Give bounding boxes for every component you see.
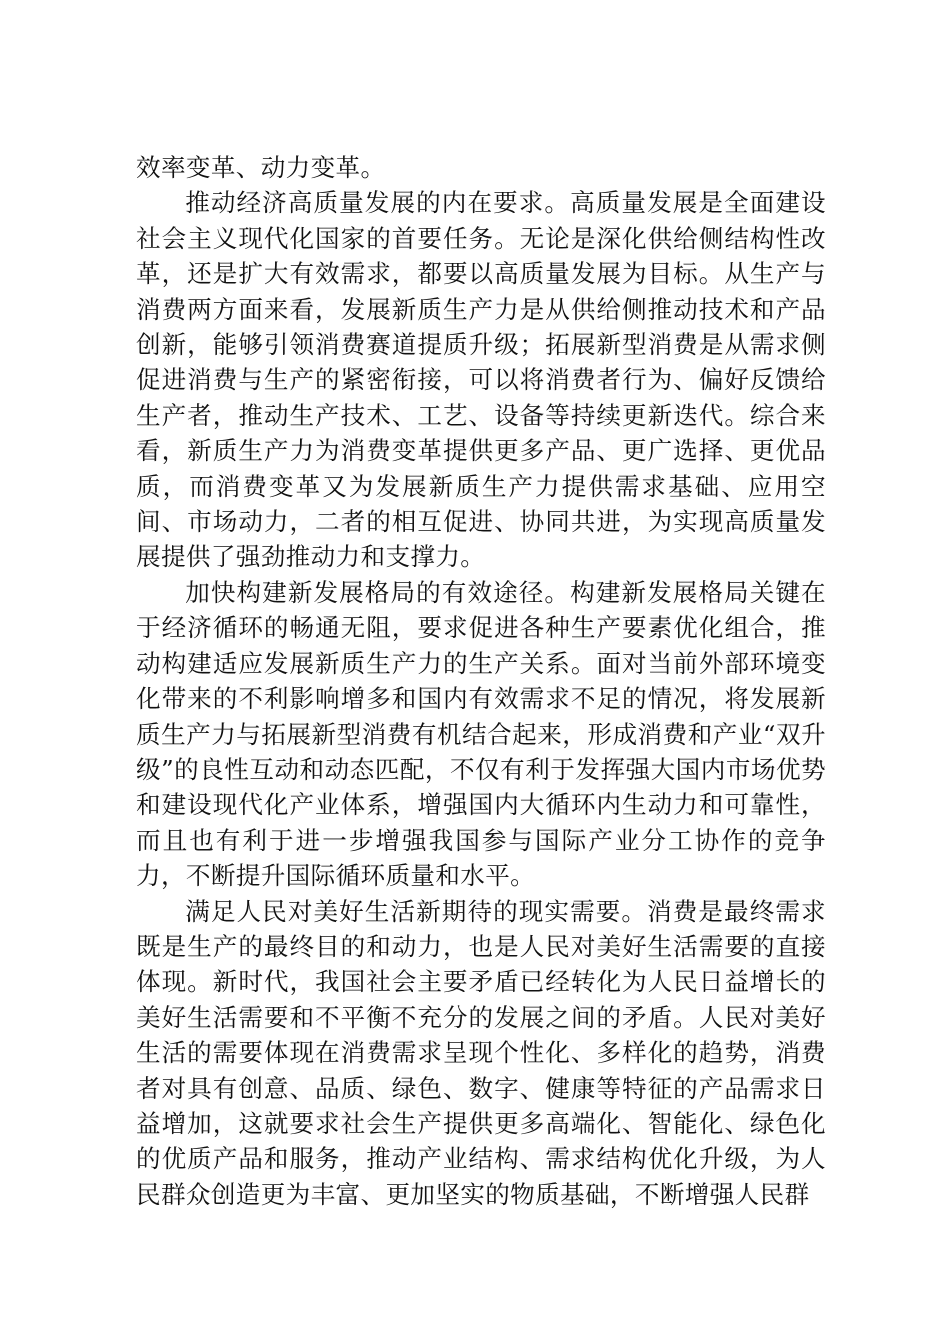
body-text — [136, 150, 826, 1212]
paragraph-high-quality-development: 推动经济高质量发展的内在要求。高质量发展是全面建设社会主义现代化国家的首要任务。无论是深化供给侧结构性改革，还是扩大有效需求，都要以高质量发展为目标。从生产与消费两方面来看，发展新质生产力是从供给侧推动技术和产品创新，能够引领消费赛道提质升级；拓展新型消费是从需求侧促进消费与生产的紧密衔接，可以将消费者行为、偏好反馈给生产者，推动生产技术、工艺、设备等持续更新迭代。综合来看，新质生产力为消费变革提供更多产品、更广选择、更优品质，而消费变革又为发展新质生产力提供需求基础、应用空间、市场动力，二者的相互促进、协同共进，为实现高质量发展提供了强劲推动力和支撑力。 — [136, 188, 826, 572]
paragraph-new-development-pattern: 加快构建新发展格局的有效途径。构建新发展格局关键在于经济循环的畅通无阻，要求促进各种生产要素优化组合，推动构建适应发展新质生产力的生产关系。面对当前外部环境变化带来的不利影响增多和国内有效需求不足的情况，将发展新质生产力与拓展新型消费有机结合起来，形成消费和产业“双升级”的良性互动和动态匹配，不仅有利于发挥强大国内市场优势和建设现代化产业体系，增强国内大循环内生动力和可靠性，而且也有利于进一步增强我国参与国际产业分工协作的竞争力，不断提升国际循环质量和水平。 — [136, 577, 826, 891]
paragraph-better-life-needs: 满足人民对美好生活新期待的现实需要。消费是最终需求既是生产的最终目的和动力，也是人民对美好生活需要的直接体现。新时代，我国社会主要矛盾已经转化为人民日益增长的美好生活需要和不平衡不充分的发展之间的矛盾。人民对美好生活的需要体现在消费需求呈现个性化、多样化的趋势，消费者对具有创意、品质、绿色、数字、健康等特征的产品需求日益增加，这就要求社会生产提供更多高端化、智能化、绿色化的优质产品和服务，推动产业结构、需求结构优化升级，为人民群众创造更为丰富、更加坚实的物质基础，不断增强人民群 — [136, 896, 826, 1209]
paragraph-continuation: 效率变革、动力变革。 — [136, 153, 386, 182]
